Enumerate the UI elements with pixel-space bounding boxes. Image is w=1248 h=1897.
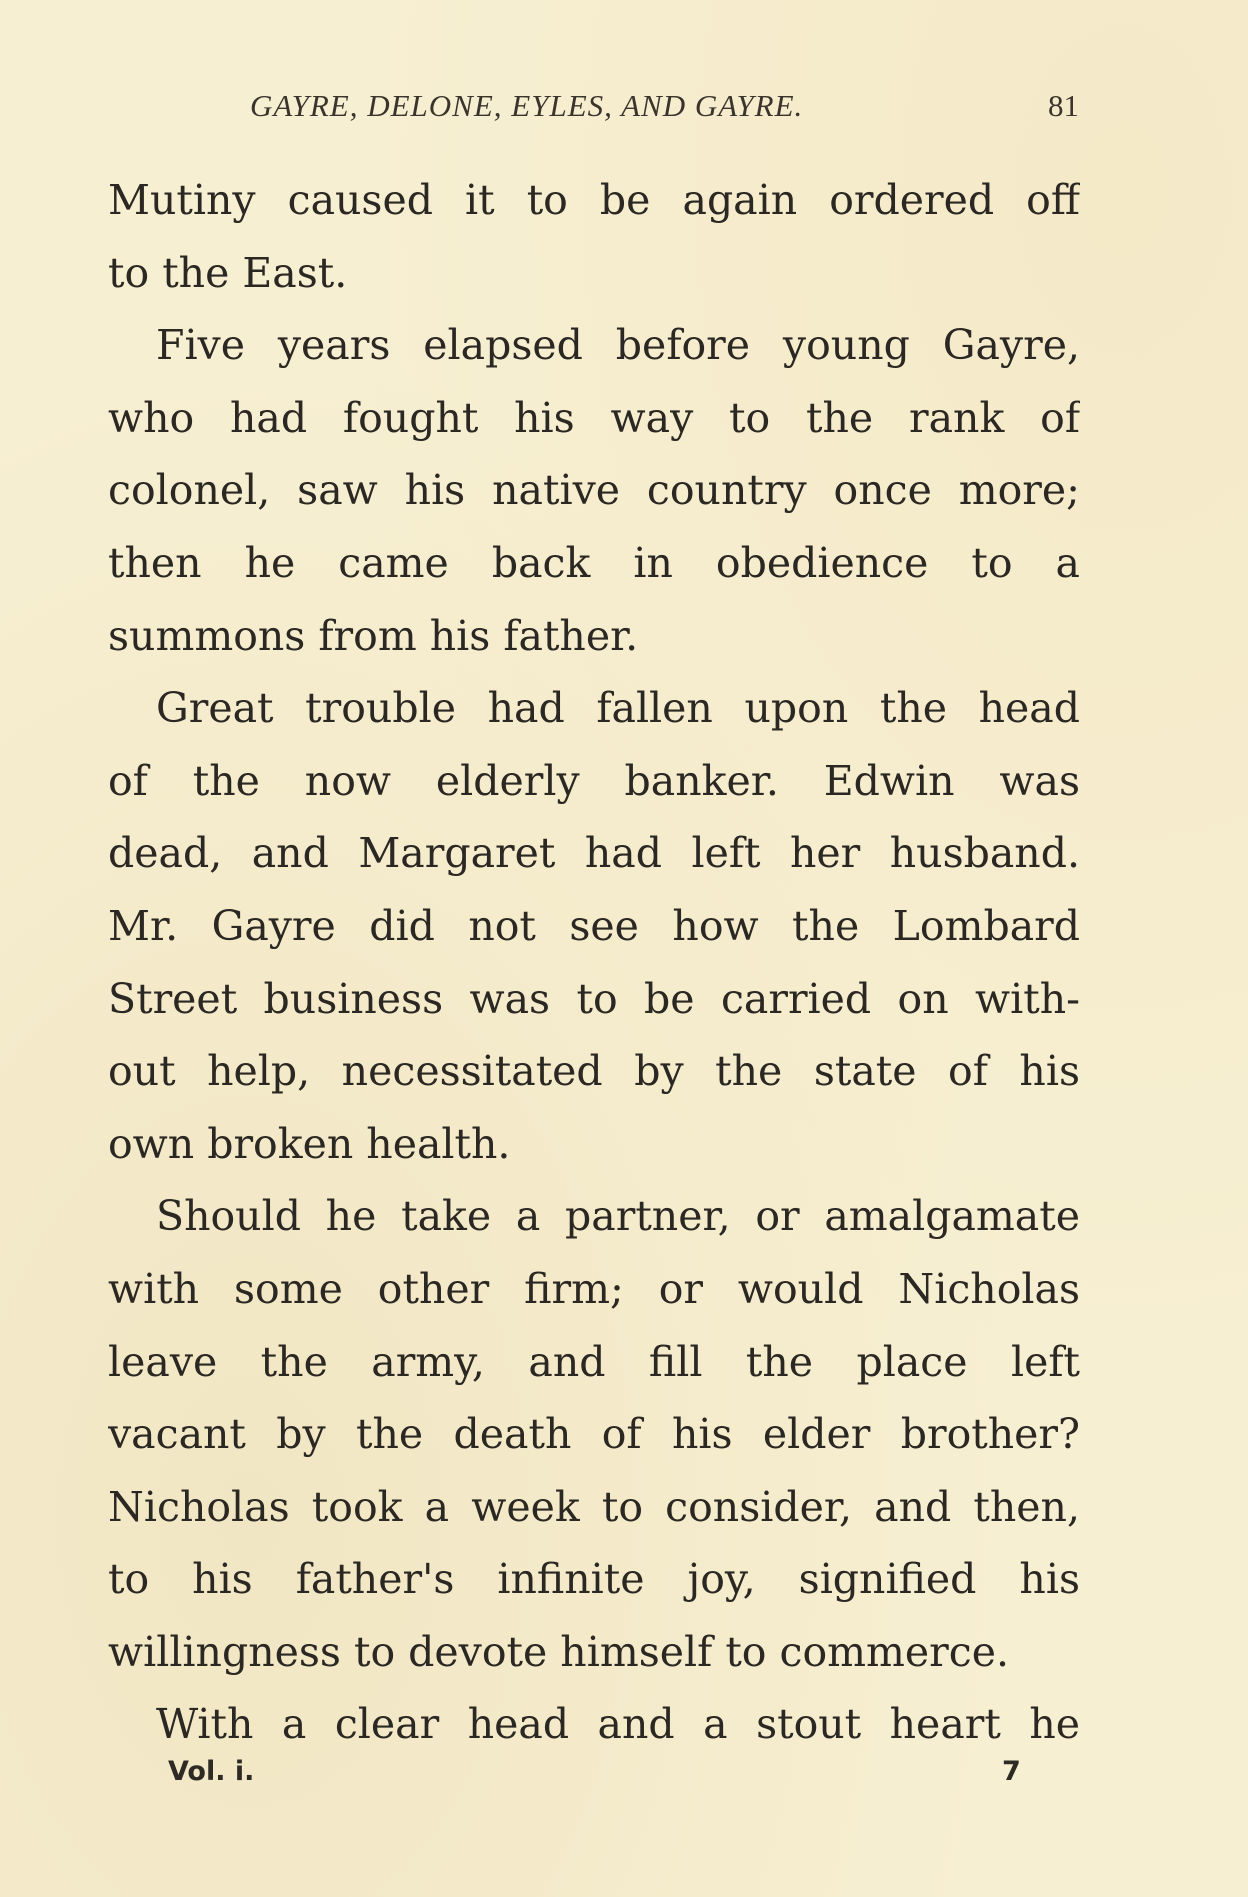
text-line: vacant by the death of his elder brother? <box>108 1410 1080 1459</box>
text-line: Mr. Gayre did not see how the Lombard <box>108 901 1080 950</box>
text-line: to his father's infinite joy, signified his <box>108 1555 1080 1604</box>
signature-mark: 7 <box>1002 1756 1021 1787</box>
text-line: Nicholas took a week to consider, and then, <box>108 1482 1080 1531</box>
body-text <box>108 164 1080 1761</box>
text-line: dead, and Margaret had left her husband. <box>108 829 1080 878</box>
text-line: Should he take a partner, or amalgamate <box>156 1192 1080 1241</box>
text-line: own broken health. <box>108 1119 511 1168</box>
text-line: Five years elapsed before young Gayre, <box>156 321 1080 370</box>
page-number: 81 <box>1048 88 1079 123</box>
text-line: Great trouble had fallen upon the head <box>156 684 1080 733</box>
text-line: out help, necessitated by the state of his <box>108 1047 1080 1096</box>
text-line: to the East. <box>108 248 348 297</box>
text-line: willingness to devote himself to commerce. <box>108 1627 1010 1676</box>
text-line: Mutiny caused it to be again ordered off <box>108 176 1080 224</box>
text-line: summons from his father. <box>108 611 639 660</box>
running-head: GAYRE, DELONE, EYLES, AND GAYRE. <box>250 88 804 123</box>
text-line: with some other firm; or would Nicholas <box>108 1264 1080 1313</box>
text-line: of the now elderly banker. Edwin was <box>108 756 1080 805</box>
text-line: who had fought his way to the rank of <box>108 393 1080 442</box>
text-line: then he came back in obedience to a <box>108 538 1080 587</box>
text-line: colonel, saw his native country once more; <box>108 466 1080 515</box>
text-line: Street business was to be carried on with- <box>108 974 1080 1023</box>
volume-signature: Vol. i. <box>168 1756 255 1787</box>
text-line: leave the army, and fill the place left <box>108 1337 1080 1386</box>
text-line: With a clear head and a stout heart he <box>156 1700 1080 1749</box>
